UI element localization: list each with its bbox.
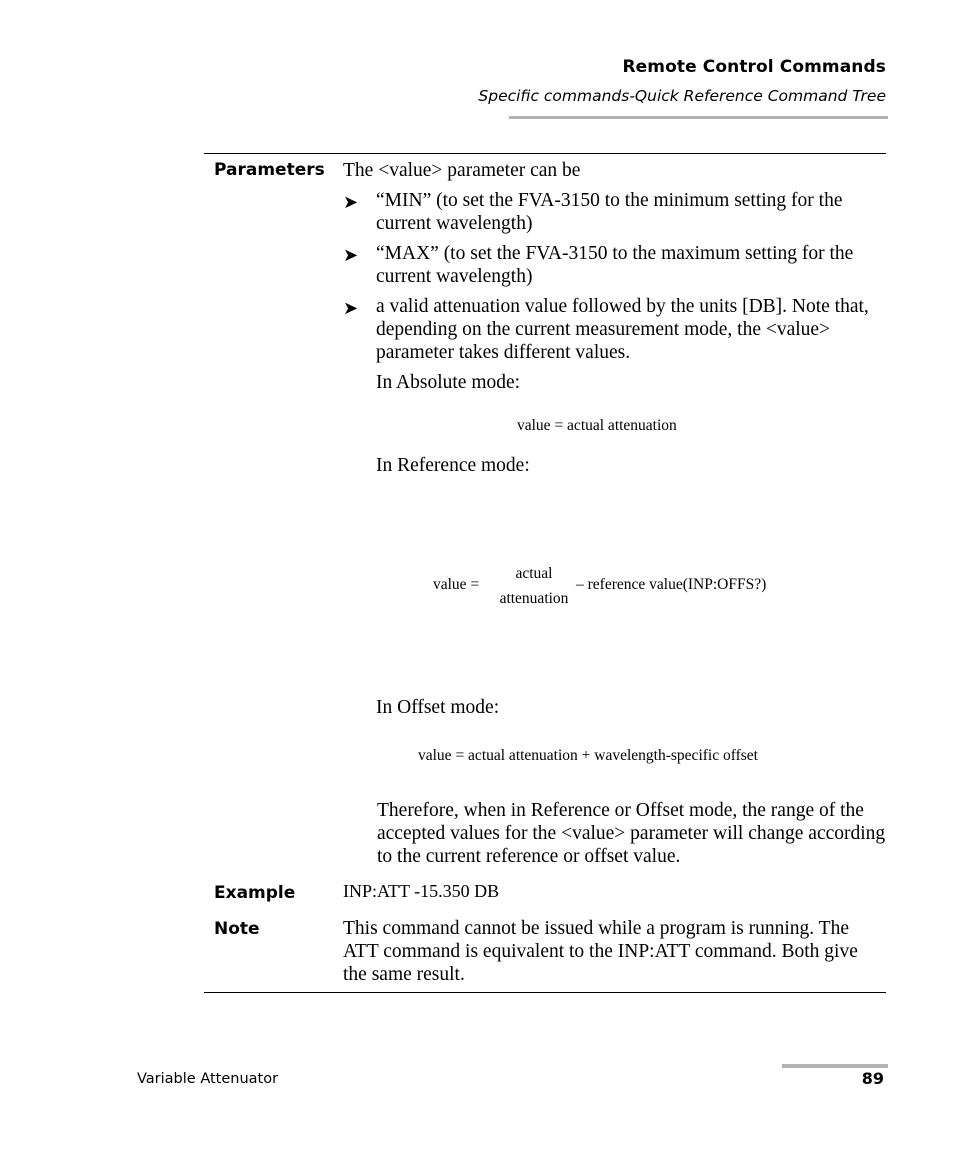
reference-formula-fraction-bottom: attenuation (499, 590, 569, 607)
example-command: INP:ATT -15.350 DB (343, 881, 500, 901)
reference-formula-lhs: value = (433, 576, 480, 593)
arrow-bullet-icon: ➤ (343, 245, 359, 265)
running-header-title: Remote Control Commands (622, 57, 886, 77)
note-text: This command cannot be issued while a program is running. The ATT command is equivalent to the INP:ATT command. Both give the same result. (343, 918, 858, 985)
table-bottom-rule (204, 992, 886, 993)
note-label: Note (214, 919, 260, 939)
parameters-conclusion: Therefore, when in Reference or Offset mode, the range of the accepted values for the <value> parameter will change according to the current reference or offset value. (377, 800, 886, 867)
parameters-label: Parameters (214, 160, 325, 180)
example-label: Example (214, 883, 296, 903)
arrow-bullet-icon: ➤ (343, 298, 359, 318)
table-top-rule (204, 153, 886, 154)
list-item (343, 242, 883, 288)
reference-formula-rhs: – reference value(INP:OFFS?) (576, 576, 767, 593)
footer-section-name: Variable Attenuator (137, 1071, 279, 1087)
list-item (343, 295, 883, 364)
page-number: 89 (861, 1069, 884, 1088)
bullet-text-max: “MAX” (to set the FVA-3150 to the maximum setting for the current wavelength) (376, 243, 854, 287)
reference-formula-fraction-top: actual (515, 565, 553, 582)
footer-rule (782, 1064, 888, 1068)
header-rule (509, 116, 888, 119)
absolute-formula: value = actual attenuation (517, 417, 677, 434)
bullet-text-min: “MIN” (to set the FVA-3150 to the minimum setting for the current wavelength) (376, 190, 843, 234)
parameters-intro: The <value> parameter can be (343, 160, 581, 181)
offset-formula: value = actual attenuation + wavelength-specific offset (418, 747, 758, 764)
list-item (343, 189, 883, 235)
absolute-mode-label: In Absolute mode: (376, 372, 521, 393)
bullet-text-valid-value: a valid attenuation value followed by the units [DB]. Note that, depending on the current measurement mode, the <value> parameter takes different values. (376, 296, 869, 363)
reference-mode-label: In Reference mode: (376, 455, 530, 476)
running-header-subtitle: Specific commands-Quick Reference Command Tree (478, 87, 886, 105)
arrow-bullet-icon: ➤ (343, 192, 359, 212)
offset-mode-label: In Offset mode: (376, 697, 500, 718)
